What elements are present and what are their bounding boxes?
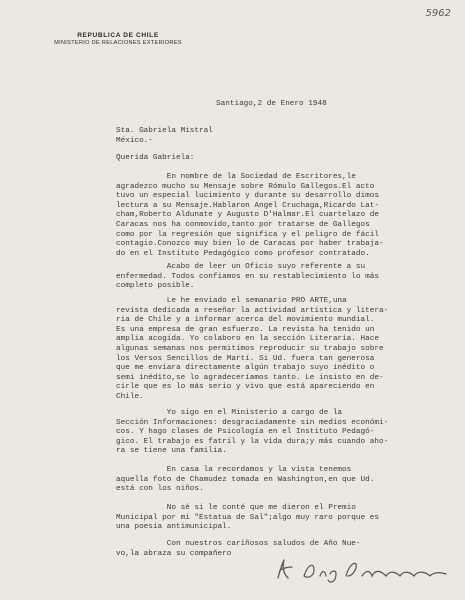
recipient-name: Sta. Gabriela Mistral <box>116 127 213 135</box>
letter-line: Sección Informaciones: desgraciadamente sin medios económi- <box>116 418 389 427</box>
letter-line: como por la regresión que significa y el peligro de fácil <box>116 230 379 239</box>
letter-line: Chile. <box>116 392 144 401</box>
letter-line: tuvo un especial lucimiento y durante su desarrollo dimos <box>116 192 379 201</box>
letter-line: do en el Instituto Pedagógico como profesor contratado. <box>116 249 370 258</box>
letter-line: una poesía antimunicipal. <box>116 523 232 532</box>
letter-line: lectura a su Mensaje.Hablaron Angel Cruchaga,Ricardo Lat- <box>116 201 379 210</box>
signature-scribble <box>270 552 460 586</box>
handwritten-signature <box>270 552 460 586</box>
paragraph-premio <box>116 504 379 533</box>
paragraph-ministerio <box>116 409 388 457</box>
letter-line: vo,la abraza su compañero <box>116 549 232 558</box>
letter-line: En nombre de la Sociedad de Escritores,le <box>116 173 356 181</box>
letter-line: ra se tiene una familia. <box>116 447 227 456</box>
letter-line: Municipal por mi "Estatua de Sal";algo muy raro porque es <box>116 513 379 522</box>
letterhead-ministry: MINISTERIO DE RELACIONES EXTERIORES <box>54 40 182 46</box>
letter-line: Le he enviado el semanario PRO ARTE,una <box>116 297 347 305</box>
letter-line: cirle que es lo más serio y vivo que está apareciendo en <box>116 383 375 392</box>
letter-line: No sé si le conté que me dieron el Premio <box>116 504 356 512</box>
letter-line: gico. El trabajo es fatril y la vida dura;y más cuando aho- <box>116 437 389 446</box>
letter-line: completo posible. <box>116 282 195 291</box>
letter-line: amplia acogida. Yo colaboro en la sección Literaria. Hace <box>116 335 379 344</box>
paragraph-enfermedad <box>116 263 379 292</box>
letter-line: enfermedad. Todos confiamos en su restablecimiento lo más <box>116 272 379 281</box>
letter-line: revista dedicada a reseñar la actividad artística y litera- <box>116 306 389 315</box>
letter-line: aquella foto de Chamudez tomada en Washington,en que Ud. <box>116 475 375 484</box>
letter-line: Caracas nos ha conmovido,tanto por tratarse de Gallegos <box>116 220 370 229</box>
letter-line: algunas semanas nos permitimos reproducir su trabajo sobre <box>116 344 384 353</box>
letter-date: Santiago,2 de Enero 1948 <box>216 100 327 108</box>
letter-line: Acabo de leer un Oficio suyo referente a su <box>116 263 366 271</box>
recipient-place: México.- <box>116 137 153 145</box>
letter-line: ria de Chile y a informar acerca del movimiento mundial. <box>116 316 375 325</box>
letterhead-country: REPUBLICA DE CHILE <box>77 32 159 39</box>
salutation: Querida Gabriela: <box>116 154 195 162</box>
letter-line: En casa la recordamos y la vista tenemos <box>116 466 352 474</box>
paragraph-pro-arte <box>116 297 388 403</box>
letter-line: Yo sigo en el Ministerio a cargo de la <box>116 409 343 417</box>
letter-line: contagio.Conozco muy bien lo de Caracas por haber trabaja- <box>116 240 384 249</box>
archive-number: 5962 <box>425 8 451 19</box>
paragraph-foto <box>116 466 374 495</box>
letter-line: semi inédito,se lo agradeceríamos tanto. Le insisto en de- <box>116 373 384 382</box>
paragraph-sociedad-escritores <box>116 173 384 259</box>
letter-line: está con los niños. <box>116 485 204 494</box>
letter-line: Es una empresa de gran esfuerzo. La revista ha tenido un <box>116 325 375 334</box>
letter-line: los Versos Sencillos de Martí. Si Ud. fuera tan generosa <box>116 354 375 363</box>
letter-line: cos. Y hago clases de Psicología en el Instituto Pedagó- <box>116 428 375 437</box>
letter-line: cham,Roberto Aldunate y Augusto D'Halmar.El cuartelazo de <box>116 211 379 220</box>
letter-line: Con nuestros cariñosos saludos de Año Nue- <box>116 540 361 548</box>
letterhead <box>38 32 198 46</box>
letter-line: agradezco mucho su Mensaje sobre Rómulo Gallegos.El acto <box>116 182 375 191</box>
letter-line: que me enviara directamente algún trabajo suyo inédito o <box>116 364 375 373</box>
